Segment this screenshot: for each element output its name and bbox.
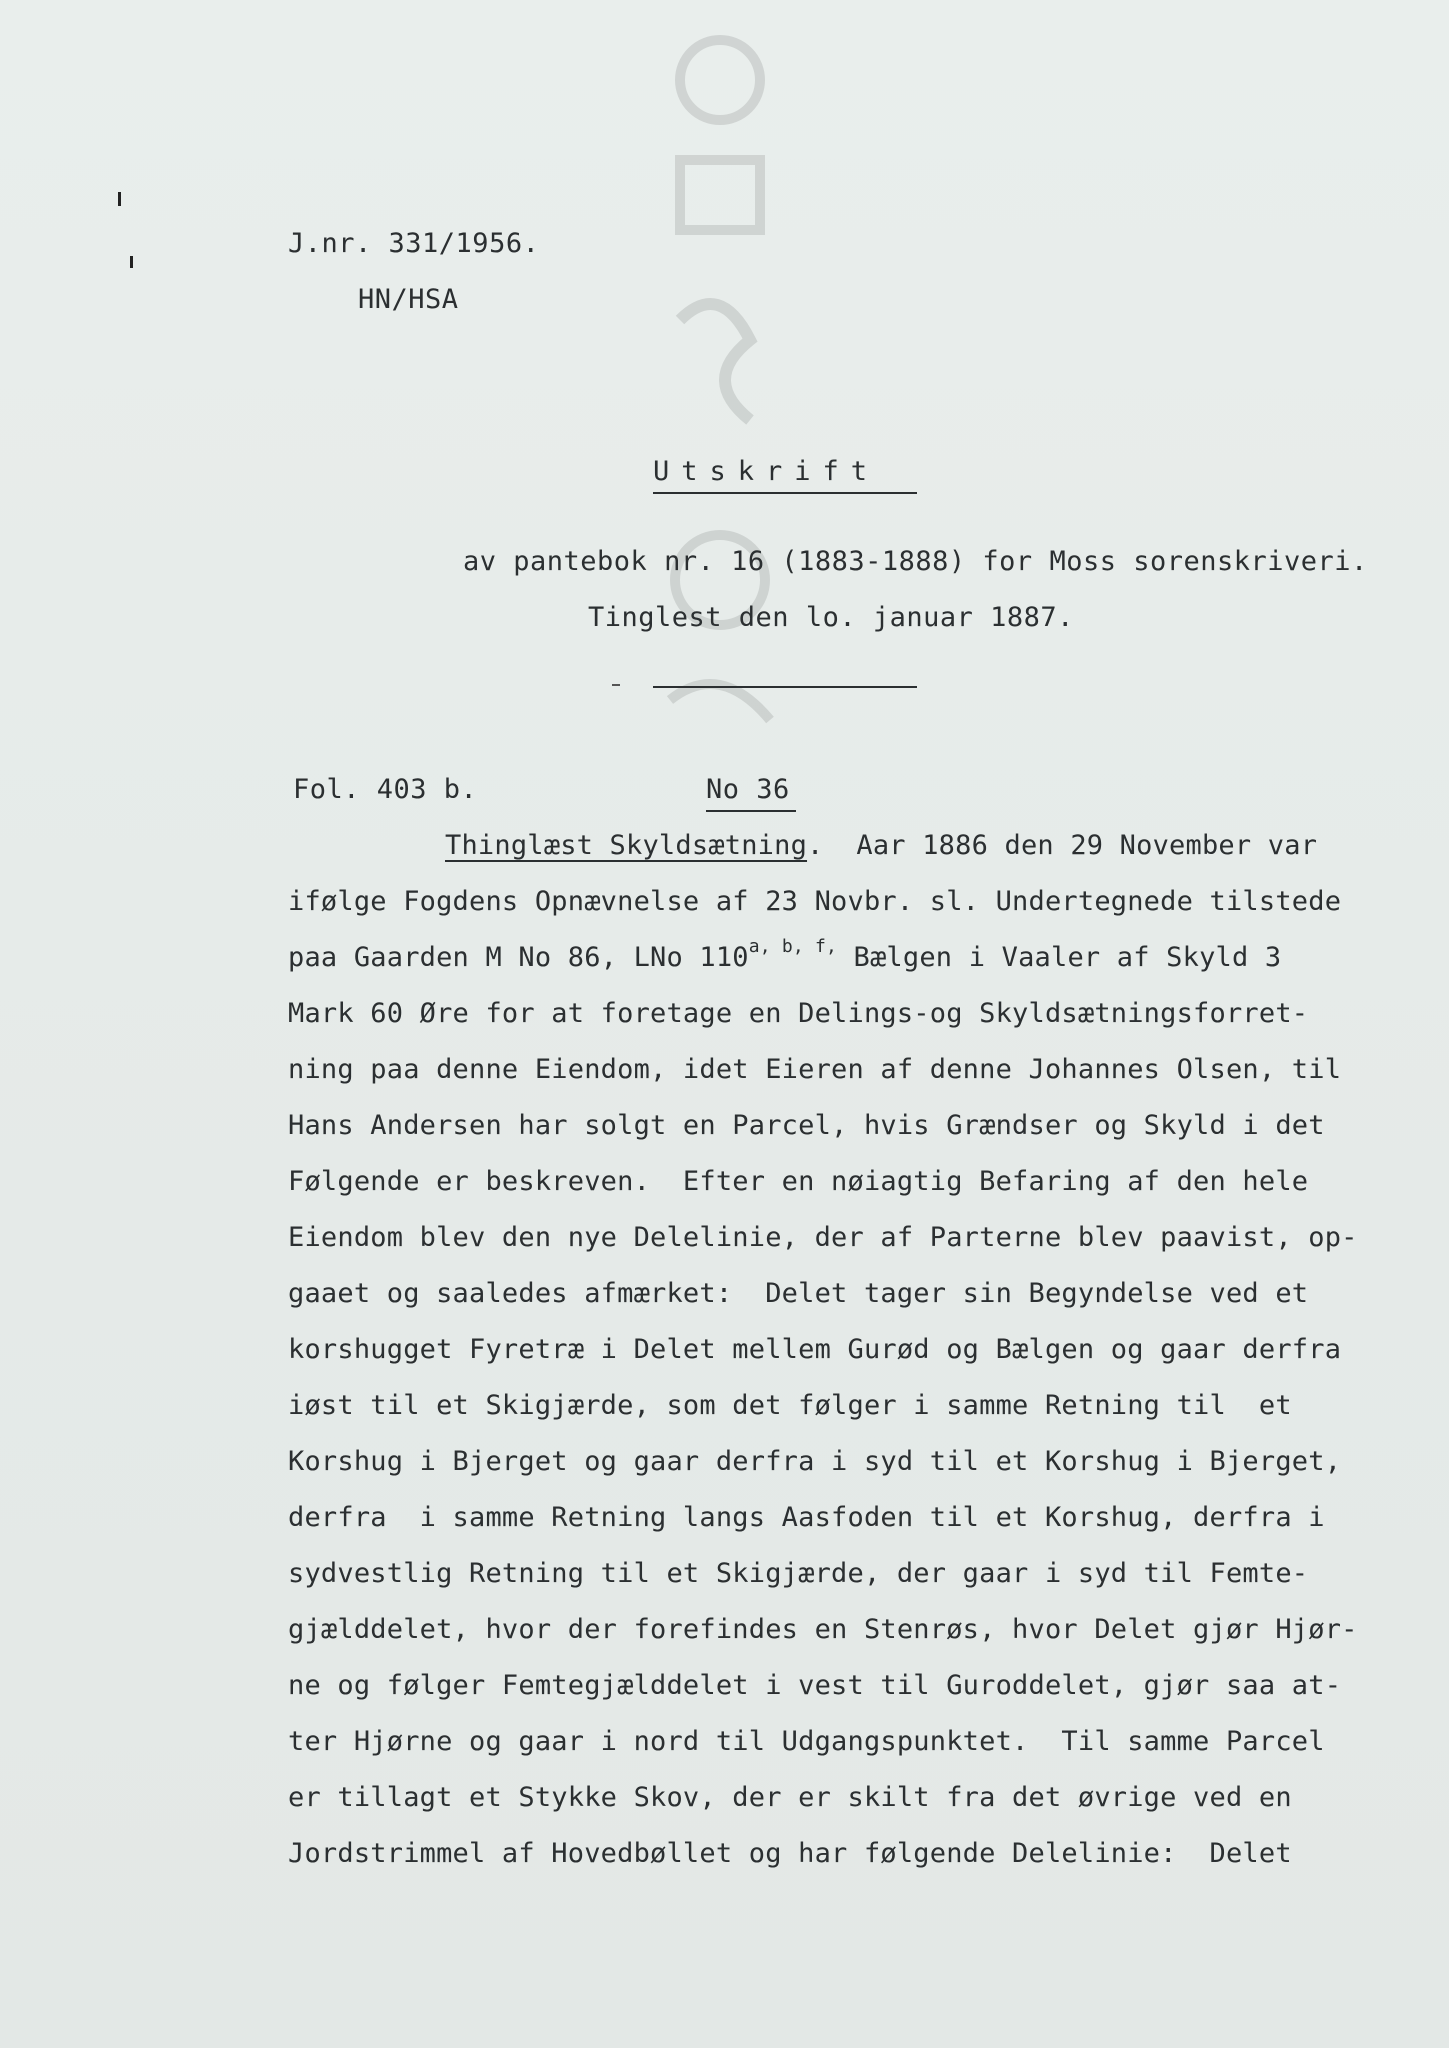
body-line: Følgende er beskreven. Efter en nøiagtig Befaring af den hele	[288, 1166, 1309, 1197]
body-line-part: Bælgen i Vaaler af Skyld 3	[837, 942, 1282, 973]
show-through-stamp	[640, 20, 800, 800]
separator-dash	[612, 684, 620, 686]
document-title: Utskrift	[653, 456, 880, 487]
body-line: Hans Andersen har solgt en Parcel, hvis Grændser og Skyld i det	[288, 1110, 1325, 1141]
body-line: Jordstrimmel af Hovedbøllet og har følgende Delelinie: Delet	[288, 1838, 1292, 1869]
subtitle-line-1: av pantebok nr. 16 (1883-1888) for Moss sorenskriveri.	[463, 546, 1368, 577]
body-line: Korshug i Bjerget og gaar derfra i syd til et Korshug i Bjerget,	[288, 1446, 1342, 1477]
subtitle-line-2: Tinglest den lo. januar 1887.	[588, 602, 1074, 633]
journal-number: J.nr. 331/1956.	[288, 228, 540, 259]
body-line: ifølge Fogdens Opnævnelse af 23 Novbr. sl. Undertegnede tilstede	[288, 886, 1342, 917]
superscript-letters: a, b, f,	[748, 936, 838, 957]
separator-rule	[653, 686, 917, 688]
body-line: gjælddelet, hvor der forefindes en Stenrøs, hvor Delet gjør Hjør-	[288, 1614, 1358, 1645]
entry-heading-line	[445, 830, 1317, 861]
entry-heading-rest: . Aar 1886 den 29 November var	[807, 830, 1318, 861]
body-line: iøst til et Skigjærde, som det følger i samme Retning til et	[288, 1390, 1292, 1421]
body-line: Eiendom blev den nye Delelinie, der af Parterne blev paavist, op-	[288, 1222, 1358, 1253]
body-line	[288, 936, 1282, 973]
body-line: ne og følger Femtegjælddelet i vest til Guroddelet, gjør saa at-	[288, 1670, 1342, 1701]
body-line: gaaet og saaledes afmærket: Delet tager sin Begyndelse ved et	[288, 1278, 1309, 1309]
entry-heading: Thinglæst Skyldsætning	[445, 830, 808, 861]
body-line-part: paa Gaarden M No 86, LNo 110	[288, 942, 749, 973]
body-line: ter Hjørne og gaar i nord til Udgangspunktet. Til samme Parcel	[288, 1726, 1325, 1757]
folio-reference: Fol. 403 b.	[293, 774, 478, 805]
title-underline	[653, 492, 917, 494]
initials: HN/HSA	[358, 284, 459, 315]
body-line: er tillagt et Stykke Skov, der er skilt fra det øvrige ved en	[288, 1782, 1292, 1813]
margin-mark	[118, 192, 121, 206]
entry-number: No 36	[706, 774, 790, 805]
entry-number-underline	[706, 810, 796, 812]
body-line: Mark 60 Øre for at foretage en Delings-og Skyldsætningsforret-	[288, 998, 1309, 1029]
margin-mark	[130, 256, 133, 268]
body-line: derfra i samme Retning langs Aasfoden til et Korshug, derfra i	[288, 1502, 1325, 1533]
body-line: sydvestlig Retning til et Skigjærde, der gaar i syd til Femte-	[288, 1558, 1309, 1589]
body-line: ning paa denne Eiendom, idet Eieren af denne Johannes Olsen, til	[288, 1054, 1342, 1085]
body-line: korshugget Fyretræ i Delet mellem Gurød og Bælgen og gaar derfra	[288, 1334, 1342, 1365]
